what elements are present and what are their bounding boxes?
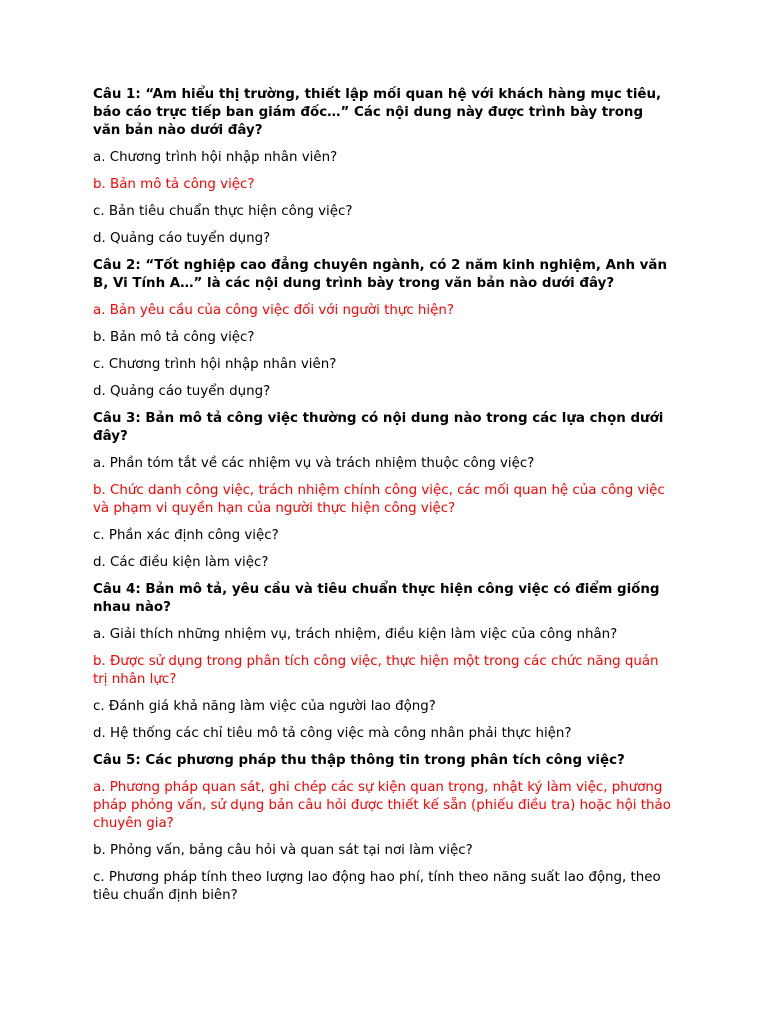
question-1-answer-d: d. Quảng cáo tuyển dụng?: [93, 231, 271, 246]
question-1-answer-b: b. Bản mô tả công việc?: [93, 177, 255, 192]
question-5-answer-b: b. Phỏng vấn, bảng câu hỏi và quan sát tại nơi làm việc?: [93, 843, 473, 858]
question-3-answer-d: d. Các điều kiện làm việc?: [93, 555, 269, 570]
question-3-answer-b: b. Chức danh công việc, trách nhiệm chính công việc, các mối quan hệ của công việc và phạm vi quyền hạn của người thực hiện công việc?: [93, 483, 665, 516]
question-block-1: [93, 86, 672, 248]
question-4-answer-d: d. Hệ thống các chỉ tiêu mô tả công việc mà công nhân phải thực hiện?: [93, 726, 572, 741]
question-5-answer-a: a. Phương pháp quan sát, ghi chép các sự kiện quan trọng, nhật ký làm việc, phương pháp phỏng vấn, sử dụng bản câu hỏi được thiết kế sẵn (phiếu điều tra) hoặc hội thảo chuyên gia?: [93, 780, 671, 831]
question-3-answer-c: c. Phần xác định công việc?: [93, 528, 279, 543]
question-3: Câu 3: Bản mô tả công việc thường có nội dung nào trong các lựa chọn dưới đây?: [93, 411, 664, 444]
question-block-4: [93, 581, 672, 743]
question-block-5: [93, 752, 672, 905]
question-1: Câu 1: “Am hiểu thị trường, thiết lập mối quan hệ với khách hàng mục tiêu, báo cáo trực tiếp ban giám đốc…” Các nội dung này được trình bày trong văn bản nào dưới đây?: [93, 87, 662, 138]
question-5-answer-c: c. Phương pháp tính theo lượng lao động hao phí, tính theo năng suất lao động, theo tiêu chuẩn định biên?: [93, 870, 661, 903]
question-4: Câu 4: Bản mô tả, yêu cầu và tiêu chuẩn thực hiện công việc có điểm giống nhau nào?: [93, 582, 660, 615]
question-2: Câu 2: “Tốt nghiệp cao đẳng chuyên ngành, có 2 năm kinh nghiệm, Anh văn B, Vi Tính A…” là các nội dung trình bày trong văn bản nào dưới đây?: [93, 258, 667, 291]
question-5: Câu 5: Các phương pháp thu thập thông tin trong phân tích công việc?: [93, 753, 625, 768]
question-1-answer-c: c. Bản tiêu chuẩn thực hiện công việc?: [93, 204, 353, 219]
question-1-answer-a: a. Chương trình hội nhập nhân viên?: [93, 150, 338, 165]
question-4-answer-c: c. Đánh giá khả năng làm việc của người lao động?: [93, 699, 436, 714]
question-block-2: [93, 257, 672, 401]
question-3-answer-a: a. Phần tóm tắt về các nhiệm vụ và trách nhiệm thuộc công việc?: [93, 456, 535, 471]
question-block-3: [93, 410, 672, 572]
question-4-answer-a: a. Giải thích những nhiệm vụ, trách nhiệm, điều kiện làm việc của công nhân?: [93, 627, 618, 642]
question-2-answer-a: a. Bản yêu cầu của công việc đối với người thực hiện?: [93, 303, 454, 318]
question-2-answer-b: b. Bản mô tả công việc?: [93, 330, 255, 345]
question-2-answer-c: c. Chương trình hội nhập nhân viên?: [93, 357, 337, 372]
question-4-answer-b: b. Được sử dụng trong phân tích công việc, thực hiện một trong các chức năng quản trị nhân lực?: [93, 654, 659, 687]
question-2-answer-d: d. Quảng cáo tuyển dụng?: [93, 384, 271, 399]
